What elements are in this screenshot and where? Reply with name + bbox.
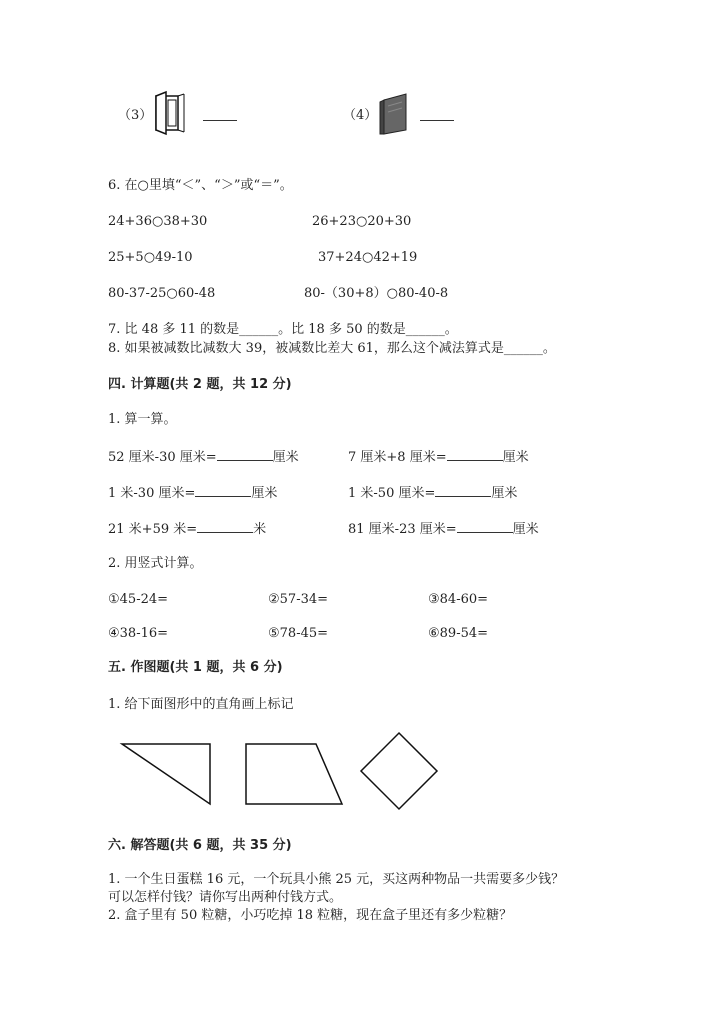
calc-expression: 1 米-30 厘米= bbox=[108, 486, 196, 501]
q8-text: 8. 如果被减数比减数大 39，被减数比差大 61，那么这个减法算式是______。 bbox=[108, 341, 556, 356]
q6-row1-left: 24+36○38+30 bbox=[108, 214, 208, 229]
vertical-calc-item: ⑤78-45= bbox=[268, 626, 329, 641]
answer-blank-3[interactable] bbox=[203, 120, 237, 121]
calc-item bbox=[348, 484, 517, 502]
calc-expression: 21 米+59 米= bbox=[108, 522, 198, 537]
q6-row3-left: 80-37-25○60-48 bbox=[108, 286, 216, 301]
calc-unit: 米 bbox=[253, 522, 267, 537]
q7-text: 7. 比 48 多 11 的数是______。比 18 多 50 的数是______。 bbox=[108, 322, 458, 337]
vertical-calc-item: ①45-24= bbox=[108, 592, 169, 607]
calc-unit: 厘米 bbox=[491, 486, 518, 501]
book-icon bbox=[376, 92, 412, 136]
calc-unit: 厘米 bbox=[251, 486, 278, 501]
calc-item bbox=[348, 448, 529, 466]
answer-blank[interactable] bbox=[435, 484, 491, 497]
calc-item bbox=[108, 520, 266, 538]
s6-q1-line1: 1. 一个生日蛋糕 16 元，一个玩具小熊 25 元，买这两种物品一共需要多少钱？ bbox=[108, 872, 565, 887]
s4-q1-title: 1. 算一算。 bbox=[108, 412, 177, 427]
section5-heading: 五. 作图题(共 1 题，共 6 分) bbox=[108, 660, 283, 675]
right-triangle-shape[interactable] bbox=[118, 740, 214, 808]
calc-unit: 厘米 bbox=[272, 450, 299, 465]
calc-expression: 7 厘米+8 厘米= bbox=[348, 450, 447, 465]
calc-unit: 厘米 bbox=[512, 522, 539, 537]
answer-blank[interactable] bbox=[217, 448, 273, 461]
calc-expression: 52 厘米-30 厘米= bbox=[108, 450, 217, 465]
answer-blank[interactable] bbox=[457, 520, 513, 533]
section4-heading: 四. 计算题(共 2 题，共 12 分) bbox=[108, 377, 292, 392]
calc-unit: 厘米 bbox=[502, 450, 529, 465]
calc-expression: 1 米-50 厘米= bbox=[348, 486, 436, 501]
calc-item bbox=[108, 448, 299, 466]
q6-row1-right: 26+23○20+30 bbox=[312, 214, 412, 229]
window-icon bbox=[152, 90, 188, 136]
answer-blank[interactable] bbox=[197, 520, 253, 533]
answer-blank-4[interactable] bbox=[420, 120, 454, 121]
calc-item bbox=[348, 520, 539, 538]
calc-expression: 81 厘米-23 厘米= bbox=[348, 522, 457, 537]
calc-item bbox=[108, 484, 277, 502]
s4-q2-title: 2. 用竖式计算。 bbox=[108, 556, 203, 571]
vertical-calc-item: ②57-34= bbox=[268, 592, 329, 607]
q6-row2-right: 37+24○42+19 bbox=[318, 250, 418, 265]
s6-q2-text: 2. 盒子里有 50 粒糖，小巧吃掉 18 粒糖，现在盒子里还有多少粒糖？ bbox=[108, 908, 513, 923]
diamond-square-shape[interactable] bbox=[358, 730, 440, 812]
section6-heading: 六. 解答题(共 6 题，共 35 分) bbox=[108, 838, 292, 853]
s6-q1-line2: 可以怎样付钱？请你写出两种付钱方式。 bbox=[108, 890, 343, 905]
item-4-label: （4） bbox=[343, 108, 378, 123]
answer-blank[interactable] bbox=[195, 484, 251, 497]
item-3-label: （3） bbox=[118, 108, 153, 123]
vertical-calc-item: ③84-60= bbox=[428, 592, 489, 607]
s5-q1-title: 1. 给下面图形中的直角画上标记 bbox=[108, 697, 294, 712]
vertical-calc-item: ④38-16= bbox=[108, 626, 169, 641]
q6-row2-left: 25+5○49-10 bbox=[108, 250, 193, 265]
q6-title: 6. 在○里填“＜”、“＞”或“＝”。 bbox=[108, 178, 293, 193]
q6-row3-right: 80-（30+8）○80-40-8 bbox=[304, 286, 449, 301]
trapezoid-shape[interactable] bbox=[242, 740, 346, 808]
answer-blank[interactable] bbox=[447, 448, 503, 461]
vertical-calc-item: ⑥89-54= bbox=[428, 626, 489, 641]
